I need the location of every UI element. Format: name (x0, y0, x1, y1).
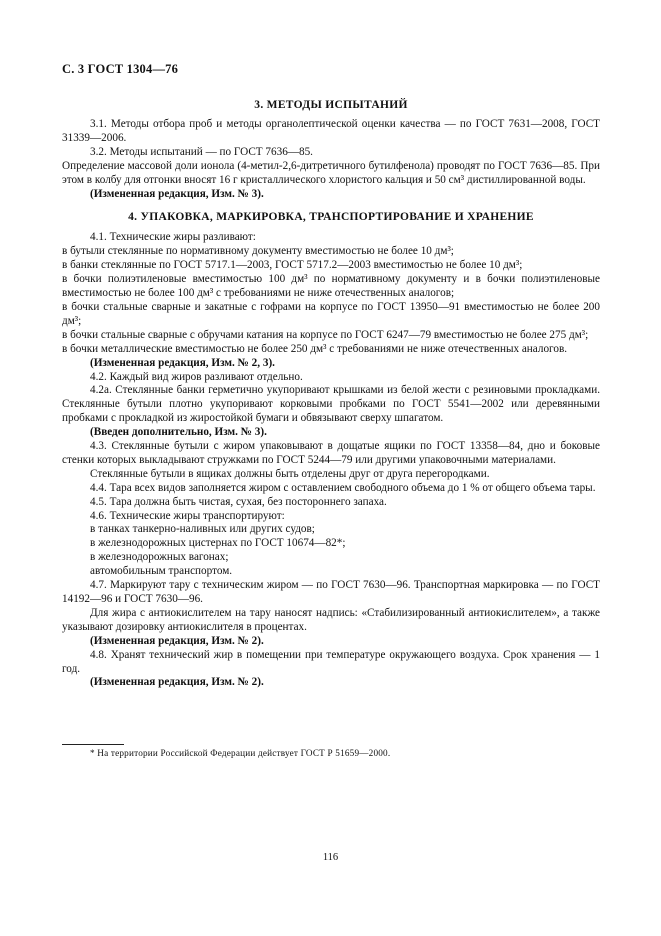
paragraph: в бочки стальные сварные с обручами катания на корпусе по ГОСТ 6247—79 вместимостью не более 275 дм³; (62, 328, 589, 341)
paragraph: автомобильным транспортом. (90, 565, 233, 578)
page-number: 116 (322, 852, 339, 863)
section-4-body (62, 231, 600, 690)
paragraph: 3.1. Методы отбора проб и методы органолептической оценки качества — по ГОСТ 7631—2008, ГОСТ 31339—2006. (62, 118, 600, 144)
paragraph: в бутыли стеклянные по нормативному документу вместимостью не более 10 дм³; (62, 245, 454, 258)
paragraph: 4.5. Тара должна быть чистая, сухая, без постороннего запаха. (90, 495, 387, 508)
footnote: * На территории Российской Федерации действует ГОСТ Р 51659—2000. (90, 748, 391, 758)
paragraph: в бочки стальные сварные и закатные с гофрами на корпусе по ГОСТ 13950—91 вместимостью не более 200 дм³; (62, 300, 600, 327)
section-3-title: 3. МЕТОДЫ ИСПЫТАНИЙ (254, 99, 408, 111)
amendment-note: (Измененная редакция, Изм. № 2). (90, 676, 264, 689)
paragraph: 4.4. Тара всех видов заполняется жиром с оставлением свободного объема до 1 % от общего объема тары. (90, 481, 596, 494)
section-4-title: 4. УПАКОВКА, МАРКИРОВКА, ТРАНСПОРТИРОВАНИЕ И ХРАНЕНИЕ (128, 211, 534, 224)
paragraph: 4.6. Технические жиры транспортируют: (90, 509, 285, 522)
paragraph: 4.8. Хранят технический жир в помещении при температуре окружающего воздуха. Срок хранения — 1 год. (62, 648, 600, 675)
footnote-divider (62, 744, 124, 745)
paragraph: в бочки металлические вместимостью не более 250 дм³ с требованиями не ниже отечественных аналогов. (62, 342, 568, 355)
paragraph: 4.1. Технические жиры разливают: (90, 231, 256, 244)
document-page (62, 62, 600, 690)
paragraph: 4.3. Стеклянные бутыли с жиром упаковывают в дощатые ящики по ГОСТ 13358—84, дно и боковые стенки которых выкладывают стружками по ГОСТ 5244—79 или другими упаковочными материалами. (62, 440, 600, 466)
paragraph: 4.7. Маркируют тару с техническим жиром — по ГОСТ 7630—96. Транспортная маркировка — по ГОСТ 14192—96 и ГОСТ 7630—96. (62, 579, 600, 605)
paragraph: в бочки полиэтиленовые вместимостью 100 дм³ по нормативному документу и в бочки полиэтиленовые вместимостью не более 100 дм³ с требованиями не ниже отечественных аналогов; (62, 273, 600, 300)
paragraph: в танках танкерно-наливных или других судов; (90, 523, 315, 536)
section-3-body (62, 118, 600, 201)
amendment-note: (Измененная редакция, Изм. № 3). (90, 187, 264, 200)
paragraph: в железнодорожных цистернах по ГОСТ 10674—82*; (90, 537, 346, 550)
paragraph: Определение массовой доли ионола (4-метил-2,6-дитретичного бутилфенола) проводят по ГОСТ 7636—85. При этом в колбу для отгонки вносят 16 г кристаллического хлористого кальция и 50 см³ дистиллированной воды. (62, 159, 600, 186)
amendment-note: (Измененная редакция, Изм. № 2). (90, 634, 264, 647)
paragraph: 4.2а. Стеклянные банки герметично укупоривают крышками из белой жести с резиновыми прокладками. Стеклянные бутыли плотно укупоривают корковыми пробками по ГОСТ 5541—2002 или деревянными пробками с прокладкой из жиростойкой бумаги и обвязывают сверху шпагатом. (62, 384, 600, 425)
paragraph: 3.2. Методы испытаний — по ГОСТ 7636—85. (90, 145, 313, 158)
paragraph: 4.2. Каждый вид жиров разливают отдельно. (90, 370, 303, 383)
paragraph: в железнодорожных вагонах; (90, 551, 229, 564)
amendment-note: (Введен дополнительно, Изм. № 3). (90, 426, 267, 439)
running-head: С. 3 ГОСТ 1304—76 (62, 62, 179, 76)
paragraph: Стеклянные бутыли в ящиках должны быть отделены друг от друга перегородками. (90, 467, 490, 480)
paragraph: в банки стеклянные по ГОСТ 5717.1—2003, ГОСТ 5717.2—2003 вместимостью не более 10 дм³; (62, 259, 523, 272)
amendment-note: (Измененная редакция, Изм. № 2, 3). (90, 356, 275, 369)
paragraph: Для жира с антиокислителем на тару наносят надпись: «Стабилизированный антиокислителем», а также указывают дозировку антиокислителя в процентах. (62, 606, 600, 633)
